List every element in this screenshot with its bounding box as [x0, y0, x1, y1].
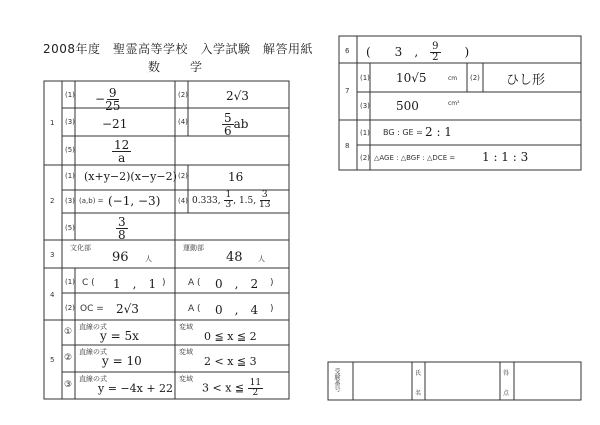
q4-number: 4 [50, 291, 55, 299]
exam-number-label: 受験番号 [333, 368, 340, 392]
q5-row1-label: ① [64, 327, 73, 337]
q3-answer-culture: 96 [112, 250, 129, 265]
q4-1-c-suffix: ) [162, 278, 166, 288]
q1-1-answer: − $\frac{9}{25}$ [95, 86, 121, 113]
name-label-top: 氏 [415, 370, 422, 377]
q2-3-prefix: (a,b) = [79, 197, 104, 205]
q5-row2-line-answer: y = 10 [102, 354, 142, 368]
q4-1-a-suffix: ) [270, 278, 274, 288]
q7-1-unit: cm [448, 75, 458, 82]
score-label-top: 得 [503, 370, 510, 377]
subject-title: 数学 [148, 60, 233, 74]
q4-2-a-answer: 0 , 4 [215, 303, 259, 317]
q8-1-label: (1) [360, 129, 370, 137]
q7-3-label: (3) [360, 102, 370, 110]
q1-number: 1 [50, 119, 55, 127]
q5-row1-line-answer: y = 5x [100, 329, 139, 343]
q7-number: 7 [345, 87, 350, 95]
name-label-bottom: 名 [415, 390, 422, 397]
q4-1-a-answer: 0 , 2 [215, 277, 259, 291]
q4-2-a-suffix: ) [270, 304, 274, 314]
q6-answer: ( 3 , $\frac{9}{2}$ ) [366, 41, 470, 63]
q2-4-label: (4) [178, 197, 188, 205]
q7-3-unit: cm² [448, 100, 460, 107]
q4-2-oc-answer: 2√3 [116, 302, 139, 316]
q2-number: 2 [50, 197, 55, 205]
q2-2-label: (2) [178, 172, 188, 180]
q5-row3-domain-answer: 3 < x ≦ $\frac{11}{2}$ [202, 378, 262, 398]
q2-3-label: (3) [65, 197, 75, 205]
q8-2-answer: 1 : 1 : 3 [482, 150, 529, 164]
q1-5-label: (5) [65, 146, 75, 154]
q1-4-answer: $\frac{5}{6}$ ab [224, 111, 249, 138]
q2-4-answer: 0.333, $\frac{1}{3}$ , 1.5, $\frac{3}{13}$ [192, 190, 271, 210]
q4-1-label: (1) [65, 278, 75, 286]
q3-label-sports: 運動部 [183, 244, 204, 252]
q1-2-answer: 2√3 [226, 89, 249, 103]
q4-2-label: (2) [65, 304, 75, 312]
q5-row2-domain-label: 変域 [179, 348, 193, 356]
page-title: 2008年度 聖霊高等学校 入学試験 解答用紙 [43, 42, 314, 56]
q7-1-label: (1) [360, 74, 370, 82]
q1-3-answer: −21 [102, 117, 128, 131]
q3-unit-culture: 人 [145, 255, 152, 263]
q5-row3-line-label: 直線の式 [79, 375, 107, 383]
q2-1-label: (1) [65, 172, 75, 180]
score-label-bottom: 点 [503, 390, 510, 397]
q2-5-label: (5) [65, 224, 75, 232]
q1-4-label: (4) [178, 118, 188, 126]
q4-1-a-prefix: A ( [188, 278, 201, 288]
q5-number: 5 [50, 356, 55, 364]
q8-2-prefix: △AGE : △BGF : △DCE = [374, 154, 456, 162]
q1-1-label: (1) [65, 91, 75, 99]
q8-number: 8 [345, 142, 350, 150]
q1-3-label: (3) [65, 118, 75, 126]
q3-label-culture: 文化部 [70, 244, 91, 252]
q2-2-answer: 16 [228, 170, 244, 184]
q4-1-c-answer: 1 , 1 [113, 277, 157, 291]
q5-row1-line-label: 直線の式 [79, 323, 107, 331]
q5-row1-domain-answer: 0 ≦ x ≦ 2 [204, 330, 257, 343]
q1-5-answer: $\frac{12}{a}$ [114, 138, 130, 165]
q2-3-answer: (−1, −3) [108, 194, 161, 208]
q5-row3-domain-label: 変域 [179, 375, 193, 383]
q8-2-label: (2) [360, 154, 370, 162]
q5-row1-domain-label: 変域 [179, 323, 193, 331]
q3-number: 3 [50, 251, 55, 259]
q7-1-answer: 10√5 [396, 71, 427, 85]
q1-2-label: (2) [178, 91, 188, 99]
q7-2-answer: ひし形 [506, 73, 546, 88]
q8-1-prefix: BG : GE = [383, 128, 423, 137]
q5-row3-line-answer: y = −4x + 22 [98, 382, 174, 395]
q4-2-a-prefix: A ( [188, 304, 201, 314]
q5-row2-label: ② [64, 353, 73, 363]
q7-2-label: (2) [470, 74, 480, 82]
q5-row2-line-label: 直線の式 [79, 348, 107, 356]
q8-1-answer: 2 : 1 [425, 125, 452, 139]
q2-5-answer: $\frac{3}{8}$ [118, 215, 126, 242]
q6-number: 6 [345, 47, 350, 55]
q7-3-answer: 500 [396, 99, 419, 113]
q5-row3-label: ③ [64, 380, 73, 390]
q3-unit-sports: 人 [258, 255, 265, 263]
q5-row2-domain-answer: 2 < x ≦ 3 [204, 355, 257, 368]
q3-answer-sports: 48 [226, 250, 243, 265]
q4-1-c-prefix: C ( [82, 278, 95, 288]
q2-1-answer: (x+y−2)(x−y−2) [84, 170, 177, 183]
q4-2-oc-prefix: OC = [80, 304, 104, 314]
